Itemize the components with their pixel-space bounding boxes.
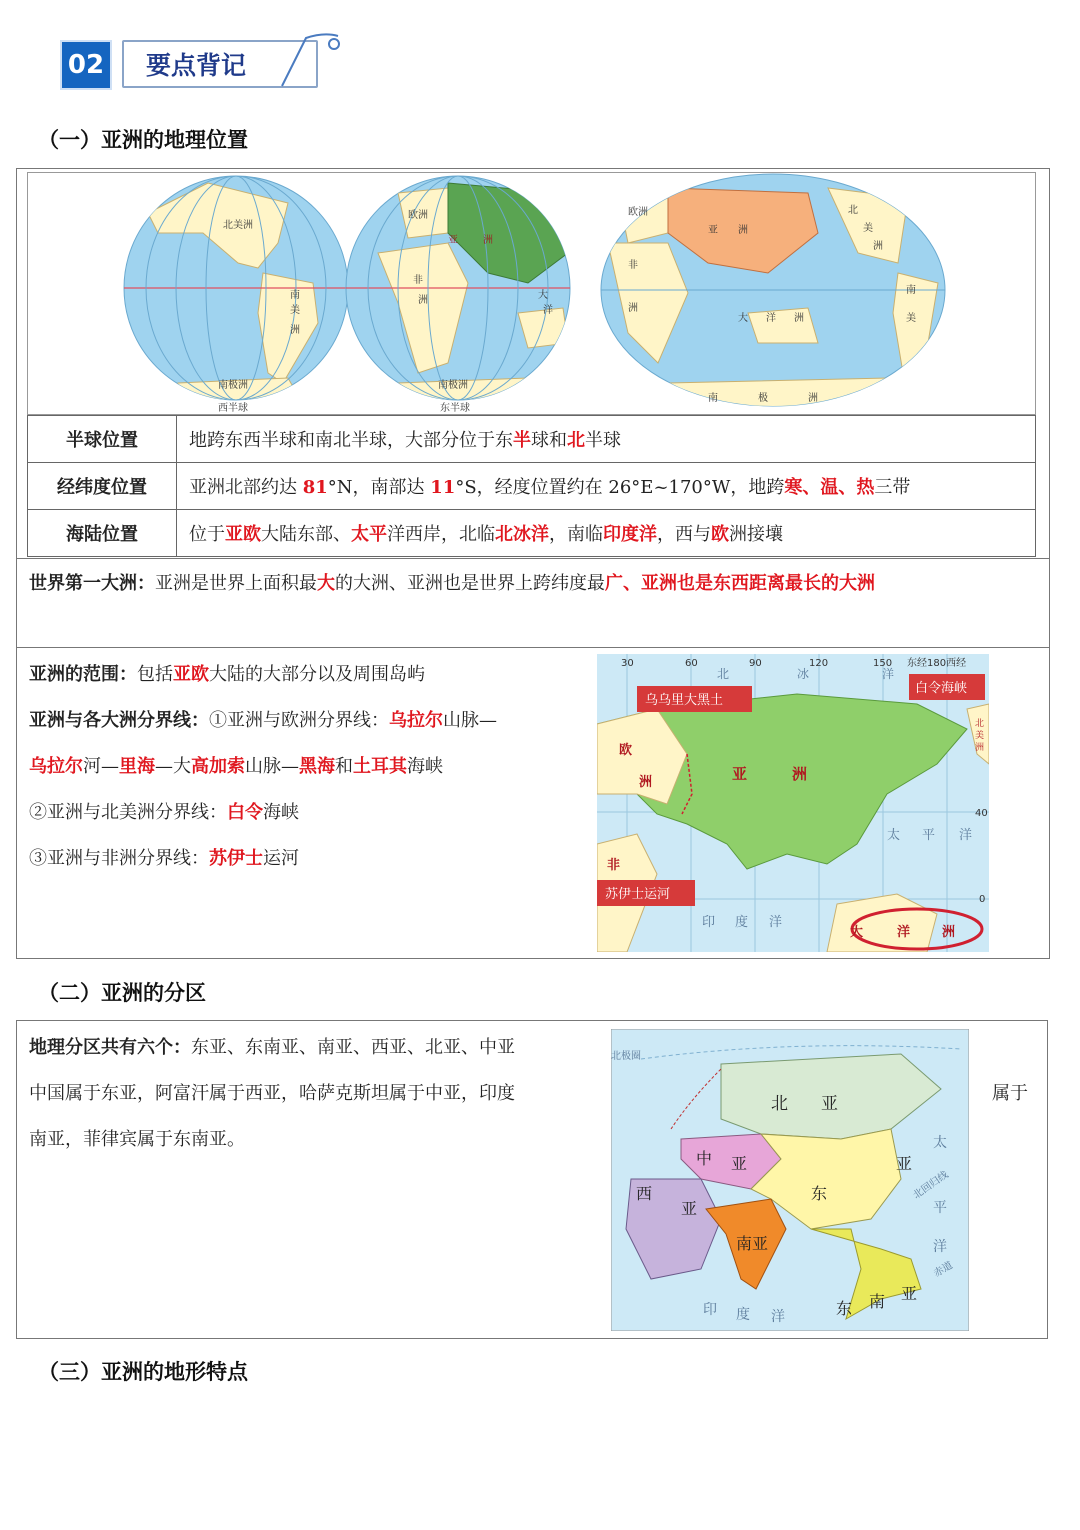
largest-continent-text [29, 569, 875, 595]
text-run: 位于 [189, 524, 225, 545]
bold-label: 地理分区共有六个： [29, 1037, 191, 1058]
badge-title: 要点背记 [122, 40, 318, 88]
map-name: 印 [702, 915, 716, 930]
east-globe-name: 南极洲 [438, 380, 468, 391]
text-run: 三带 [874, 477, 911, 498]
map-callout: 白令海峡 [915, 681, 968, 696]
region-label: 洋 [933, 1239, 947, 1255]
range-line [29, 844, 299, 870]
east-hemisphere-label: 东半球 [440, 403, 470, 414]
highlight-text: 亚欧 [225, 524, 261, 545]
west-globe-name: 洲 [290, 325, 300, 336]
west-globe-name: 美 [290, 305, 300, 316]
text-run: 球和 [531, 430, 567, 451]
section-title-terrain: （三）亚洲的地形特点 [38, 1360, 248, 1384]
map-name: 洋 [769, 915, 783, 930]
pacific-map-name: 洲 [873, 241, 883, 252]
highlight-text: 里海 [119, 756, 155, 777]
map-name: 度 [735, 915, 749, 930]
region-label: 亚 [901, 1284, 918, 1303]
highlight-text: 黑海 [299, 756, 335, 777]
pacific-map-name: 北 [848, 205, 858, 216]
pacific-map-name: 欧洲 [628, 207, 648, 218]
map-name: 北 [717, 667, 730, 681]
highlight-text: 半 [513, 430, 531, 451]
map-name: 洋 [897, 925, 911, 940]
bold-label: 亚洲的范围： [29, 664, 137, 685]
table-row [28, 510, 1036, 557]
row-content [177, 510, 1036, 557]
text-run: 亚洲北部约达 [189, 477, 303, 498]
text-run: 运河 [263, 848, 299, 869]
map-callout: 乌乌里大黑土 [645, 693, 724, 708]
region-label: 中 [696, 1149, 713, 1168]
map-callout: 苏伊士运河 [605, 887, 671, 902]
text-run: 半球 [585, 430, 621, 451]
region-label: 北 [771, 1094, 788, 1114]
section-title-regions: （二）亚洲的分区 [38, 981, 206, 1005]
asia-boundary-map [597, 654, 989, 952]
map-name: 冰 [797, 667, 810, 681]
regions-side-word: 属于 [992, 1083, 1028, 1104]
bold-label: 亚洲与各大洲分界线： [29, 710, 209, 731]
highlight-text: 太平 [351, 524, 387, 545]
world-globes-map [28, 173, 1037, 416]
row-content [177, 416, 1036, 463]
range-line [29, 798, 299, 824]
map-name: 大 [850, 925, 864, 940]
map-top-tick: 90 [749, 658, 762, 669]
highlight-text: 寒、温、热 [784, 477, 875, 498]
text-run: 洋西岸，北临 [387, 524, 495, 545]
text-run: ①亚洲与欧洲分界线： [209, 710, 389, 731]
east-globe-name: 洋 [543, 305, 553, 316]
highlight-text: 乌拉尔 [29, 756, 83, 777]
text-run: ，西与 [657, 524, 711, 545]
pacific-map-name: 非 [628, 260, 638, 271]
region-label: 南亚 [736, 1234, 769, 1253]
range-line [29, 752, 443, 778]
text-run: ③亚洲与非洲分界线： [29, 848, 209, 869]
map-top-tick: 30 [621, 658, 634, 669]
table-row [28, 463, 1036, 510]
highlight-text: 广、亚洲也是东西距离最长的大洲 [605, 573, 875, 594]
west-globe-name: 南极洲 [218, 380, 248, 391]
region-label: 印 [703, 1302, 717, 1318]
section-badge [52, 30, 322, 92]
pacific-map-name: 洲 [628, 303, 638, 314]
map-name: 洲 [942, 925, 956, 940]
range-line [29, 660, 425, 686]
region-label: 平 [933, 1200, 947, 1216]
region-label: 南 [869, 1292, 886, 1311]
highlight-text: 土耳其 [353, 756, 407, 777]
section-title-location: （一）亚洲的地理位置 [38, 128, 248, 152]
text-run: °S，经度位置约在 26°E~170°W，地跨 [455, 477, 785, 498]
highlight-text: 81 [302, 477, 328, 498]
map-name: 洲 [639, 775, 653, 790]
text-run: ②亚洲与北美洲分界线： [29, 802, 227, 823]
highlight-text: 11 [430, 477, 456, 498]
region-label: 西 [636, 1184, 653, 1203]
east-globe-name: 洲 [418, 295, 428, 306]
region-label: 亚 [681, 1199, 698, 1218]
asia-regions-map [611, 1029, 969, 1331]
text-run: 海峡 [407, 756, 443, 777]
map-name: 洲 [975, 743, 985, 753]
highlight-text: 亚欧 [173, 664, 209, 685]
regions-box [16, 1020, 1048, 1339]
west-hemisphere-label: 西半球 [218, 403, 248, 414]
table-row [28, 416, 1036, 463]
text-run: ，南临 [549, 524, 603, 545]
region-label: 亚 [896, 1154, 913, 1173]
text-run: 包括 [137, 664, 173, 685]
text-run: 南亚，菲律宾属于东南亚。 [29, 1129, 245, 1150]
map-name: 洋 [882, 667, 895, 681]
text-run: 山脉— [245, 756, 299, 777]
highlight-text: 欧 [711, 524, 729, 545]
row-header: 海陆位置 [28, 510, 177, 557]
pacific-map-name: 极 [758, 393, 768, 404]
row-header: 半球位置 [28, 416, 177, 463]
asia-range-box [16, 647, 1050, 959]
pacific-map-name: 洲 [738, 225, 748, 236]
pacific-map-name: 洲 [808, 393, 818, 404]
pacific-map-name: 南 [708, 393, 718, 404]
regions-line [29, 1125, 245, 1151]
map-name: 北 [975, 719, 985, 729]
location-table [27, 415, 1036, 557]
badge-ribbon-icon [272, 30, 342, 92]
pacific-map-name: 大 [738, 313, 748, 324]
text-run: 亚洲是世界上面积最 [155, 573, 317, 594]
map-side-tick: 0 [979, 894, 986, 905]
region-label: 东 [811, 1184, 828, 1203]
region-label: 赤道 [932, 1260, 955, 1280]
highlight-text: 白令 [227, 802, 263, 823]
text-run: 洲接壤 [729, 524, 783, 545]
highlight-text: 北冰洋 [495, 524, 549, 545]
east-globe-name: 亚 [448, 235, 458, 246]
region-label: 太 [933, 1135, 947, 1151]
text-run: —大 [155, 756, 191, 777]
row-header: 经纬度位置 [28, 463, 177, 510]
pacific-map-name: 南 [906, 285, 916, 296]
text-run: 的大洲、亚洲也是世界上跨纬度最 [335, 573, 605, 594]
row-content [177, 463, 1036, 510]
region-label: 北回归线 [911, 1169, 951, 1202]
pacific-map-name: 美 [906, 313, 916, 324]
pacific-map-name: 美 [863, 223, 873, 234]
text-run: 地跨东西半球和南北半球，大部分位于东 [189, 430, 513, 451]
east-globe-name: 欧洲 [408, 210, 428, 221]
bold-label: 世界第一大洲： [29, 573, 155, 594]
region-label: 度 [736, 1307, 750, 1323]
region-label: 东 [836, 1299, 853, 1318]
highlight-text: 大 [317, 573, 335, 594]
highlight-text: 乌拉尔 [389, 710, 443, 731]
text-run: 大陆东部、 [261, 524, 351, 545]
map-name: 亚 [732, 765, 748, 783]
highlight-text: 印度洋 [603, 524, 657, 545]
region-label: 亚 [821, 1094, 838, 1114]
east-globe-name: 非 [413, 275, 423, 286]
text-run: 和 [335, 756, 353, 777]
west-globe-name: 南 [290, 290, 300, 301]
region-label: 洋 [771, 1309, 785, 1325]
map-name: 洋 [959, 828, 973, 843]
map-top-tick: 东经180西经 [907, 658, 967, 669]
map-top-tick: 150 [873, 658, 893, 669]
map-name: 平 [922, 828, 936, 843]
highlight-text: 北 [567, 430, 585, 451]
range-line [29, 706, 497, 732]
region-label: 亚 [731, 1154, 748, 1173]
pacific-map-name: 洋 [766, 313, 776, 324]
text-run: 东亚、东南亚、南亚、西亚、北亚、中亚 [191, 1037, 515, 1058]
text-run: °N，南部达 [327, 477, 431, 498]
east-globe-name: 大 [538, 290, 548, 301]
region-label: 北极圈 [611, 1051, 641, 1062]
largest-continent-box [16, 558, 1050, 648]
map-side-tick: 40 [975, 808, 988, 819]
map-name: 非 [607, 858, 621, 873]
map-name: 美 [975, 731, 985, 741]
text-run: 大陆的大部分以及周围岛屿 [209, 664, 425, 685]
globe-panel [27, 172, 1036, 415]
text-run: 河— [83, 756, 119, 777]
regions-line [29, 1033, 515, 1059]
badge-number: 02 [60, 40, 112, 90]
map-name: 太 [887, 828, 901, 843]
map-top-tick: 60 [685, 658, 698, 669]
map-top-tick: 120 [809, 658, 829, 669]
regions-line [29, 1079, 515, 1105]
pacific-map-name: 洲 [794, 313, 804, 324]
map-name: 洲 [792, 765, 808, 783]
text-run: 山脉— [443, 710, 497, 731]
text-run: 中国属于东亚，阿富汗属于西亚，哈萨克斯坦属于中亚，印度 [29, 1083, 515, 1104]
pacific-map-name: 亚 [708, 225, 718, 236]
west-globe-name: 北美洲 [223, 220, 253, 231]
text-run: 海峡 [263, 802, 299, 823]
highlight-text: 苏伊士 [209, 848, 263, 869]
east-globe-name: 洲 [483, 235, 493, 246]
map-name: 欧 [619, 743, 633, 758]
highlight-text: 高加索 [191, 756, 245, 777]
